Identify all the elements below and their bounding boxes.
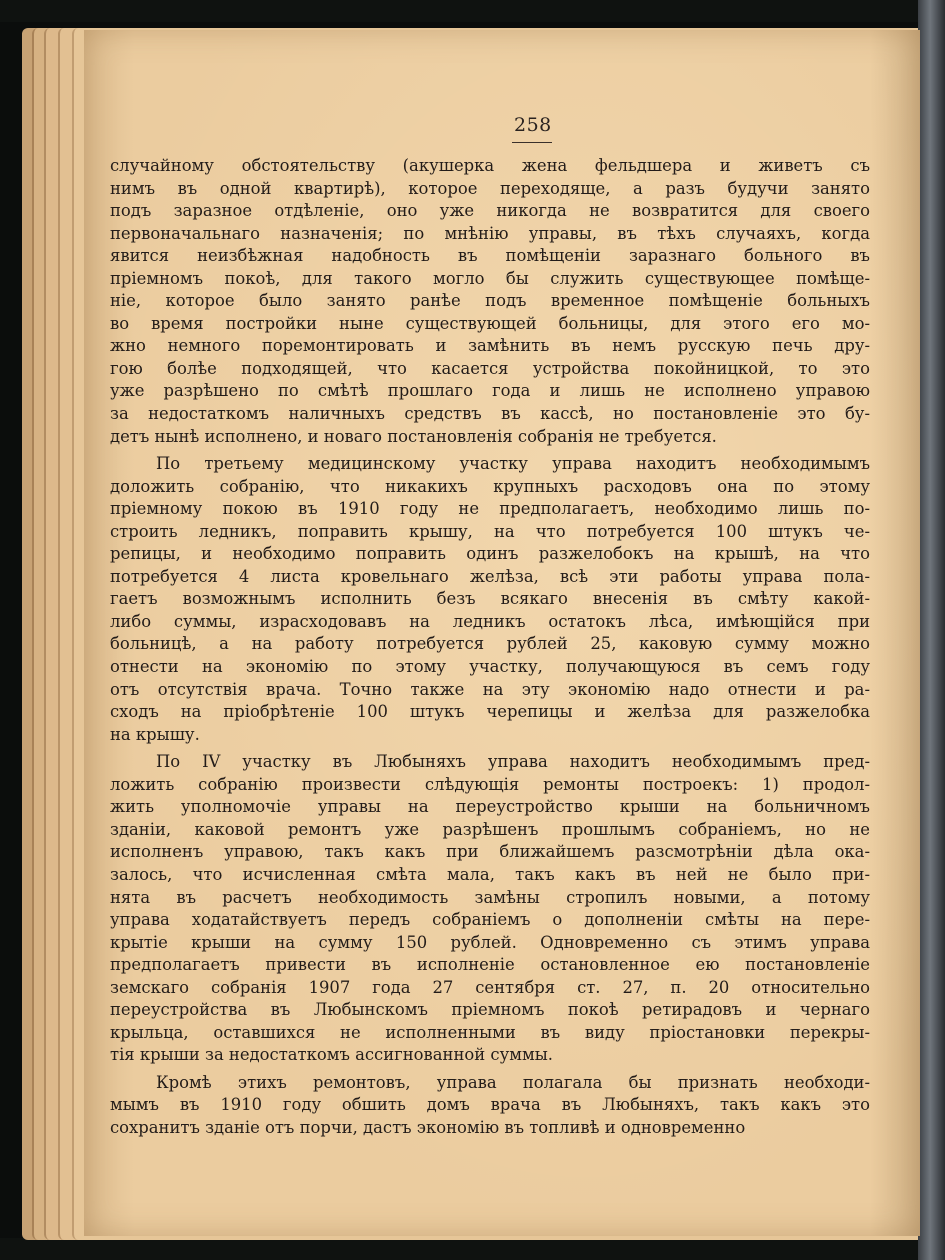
text-line: пріемномъ покоѣ, для такого могло бы служить существующее помѣще- bbox=[110, 268, 870, 288]
text-line: ніе, которое было занято ранѣе подъ временное помѣщеніе больныхъ bbox=[110, 291, 870, 311]
text-line: гаетъ возможнымъ исполнить безъ всякаго внесенія въ смѣту какой- bbox=[110, 589, 870, 609]
text-line: ложить собранію произвести слѣдующія ремонты построекъ: 1) продол- bbox=[110, 774, 870, 794]
text-line: за недостаткомъ наличныхъ средствъ въ кассѣ, но постановленіе это бу- bbox=[110, 404, 870, 424]
text-line: жно немного поремонтировать и замѣнить въ немъ русскую печь дру- bbox=[110, 336, 870, 356]
text-line: либо суммы, израсходовавъ на ледникъ остатокъ лѣса, имѣющійся при bbox=[110, 611, 870, 631]
text-line: Кромѣ этихъ ремонтовъ, управа полагала бы признать необходи- bbox=[156, 1072, 870, 1092]
text-line: сохранитъ зданіе отъ порчи, дастъ экономію въ топливѣ и одновременно bbox=[110, 1117, 746, 1137]
text-line: потребуется 4 листа кровельнаго желѣза, всѣ эти работы управа пола- bbox=[110, 566, 870, 586]
text-line: строить ледникъ, поправить крышу, на что потребуется 100 штукъ че- bbox=[110, 521, 870, 541]
scan-border-top bbox=[0, 0, 945, 22]
text-line: первоначальнаго назначенія; по мнѣнію управы, въ тѣхъ случаяхъ, когда bbox=[110, 223, 870, 243]
text-line: сходъ на пріобрѣтеніе 100 штукъ черепицы и желѣза для разжелобка bbox=[110, 702, 870, 722]
scan-border-bottom bbox=[0, 1238, 945, 1260]
text-line: на крышу. bbox=[110, 724, 200, 744]
text-line: уже разрѣшено по смѣтѣ прошлаго года и лишь не исполнено управою bbox=[110, 381, 870, 401]
paragraph bbox=[110, 453, 870, 746]
text-line: По третьему медицинскому участку управа находитъ необходимымъ bbox=[156, 454, 870, 474]
text-line: нимъ въ одной квартирѣ), которое переходяще, а разъ будучи занято bbox=[110, 178, 870, 198]
text-line: случайному обстоятельству (акушерка жена фельдшера и живетъ съ bbox=[110, 156, 870, 175]
text-line: репицы, и необходимо поправить одинъ разжелобокъ на крышѣ, на что bbox=[110, 544, 870, 564]
text-line: предполагаетъ привести въ исполненіе остановленное ею постановленіе bbox=[110, 955, 870, 975]
text-line: подъ заразное отдѣленіе, оно уже никогда не возвратится для своего bbox=[110, 201, 870, 221]
text-line: доложить собранію, что никакихъ крупныхъ расходовъ она по этому bbox=[110, 476, 870, 496]
paragraph bbox=[110, 1072, 870, 1140]
text-line: крытіе крыши на сумму 150 рублей. Одновременно съ этимъ управа bbox=[110, 932, 870, 952]
body-text bbox=[110, 155, 870, 1140]
text-line: больницѣ, а на работу потребуется рублей 25, каковую сумму можно bbox=[110, 634, 870, 654]
text-line: тія крыши за недостаткомъ ассигнованной суммы. bbox=[110, 1045, 553, 1065]
text-line: переустройства въ Любынскомъ пріемномъ покоѣ ретирадовъ и чернаго bbox=[110, 1000, 870, 1020]
text-line: нята въ расчетъ необходимость замѣны стропилъ новыми, а потому bbox=[110, 887, 870, 907]
paragraph bbox=[110, 155, 870, 448]
text-line: По IV участку въ Любыняхъ управа находитъ необходимымъ пред- bbox=[156, 752, 870, 772]
text-line: крыльца, оставшихся не исполненными въ виду пріостановки перекры- bbox=[110, 1022, 870, 1042]
text-line: залось, что исчисленная смѣта мала, такъ какъ въ ней не было при- bbox=[110, 864, 870, 884]
page-number-underline bbox=[512, 142, 552, 143]
text-line: гою болѣе подходящей, что касается устройства покойницкой, то это bbox=[110, 358, 870, 378]
text-line: во время постройки ныне существующей больницы, для этого его мо- bbox=[110, 313, 870, 333]
text-line: детъ нынѣ исполнено, и новаго постановленія собранія не требуется. bbox=[110, 426, 717, 446]
page-number: 258 bbox=[514, 114, 552, 136]
text-line: жить уполномочіе управы на переустройство крыши на больничномъ bbox=[110, 797, 870, 817]
text-line: отъ отсутствія врача. Точно также на эту экономію надо отнести и ра- bbox=[110, 679, 870, 699]
text-line: управа ходатайствуетъ передъ собраніемъ о дополненіи смѣты на пере- bbox=[110, 910, 870, 930]
book-spine bbox=[918, 0, 945, 1260]
text-line: зданіи, каковой ремонтъ уже разрѣшенъ прошлымъ собраніемъ, но не bbox=[110, 819, 870, 839]
text-line: пріемному покою въ 1910 году не предполагаетъ, необходимо лишь по- bbox=[110, 499, 870, 519]
text-line: мымъ въ 1910 году обшить домъ врача въ Любыняхъ, такъ какъ это bbox=[110, 1095, 870, 1115]
text-line: отнести на экономію по этому участку, получающуюся въ семъ году bbox=[110, 657, 870, 677]
text-line: земскаго собранія 1907 года 27 сентября ст. 27, п. 20 относительно bbox=[110, 977, 870, 997]
text-line: явится неизбѣжная надобность въ помѣщеніи заразнаго больного въ bbox=[110, 246, 870, 266]
text-line: исполненъ управою, такъ какъ при ближайшемъ разсмотрѣніи дѣла ока- bbox=[110, 842, 870, 862]
paragraph bbox=[110, 751, 870, 1067]
